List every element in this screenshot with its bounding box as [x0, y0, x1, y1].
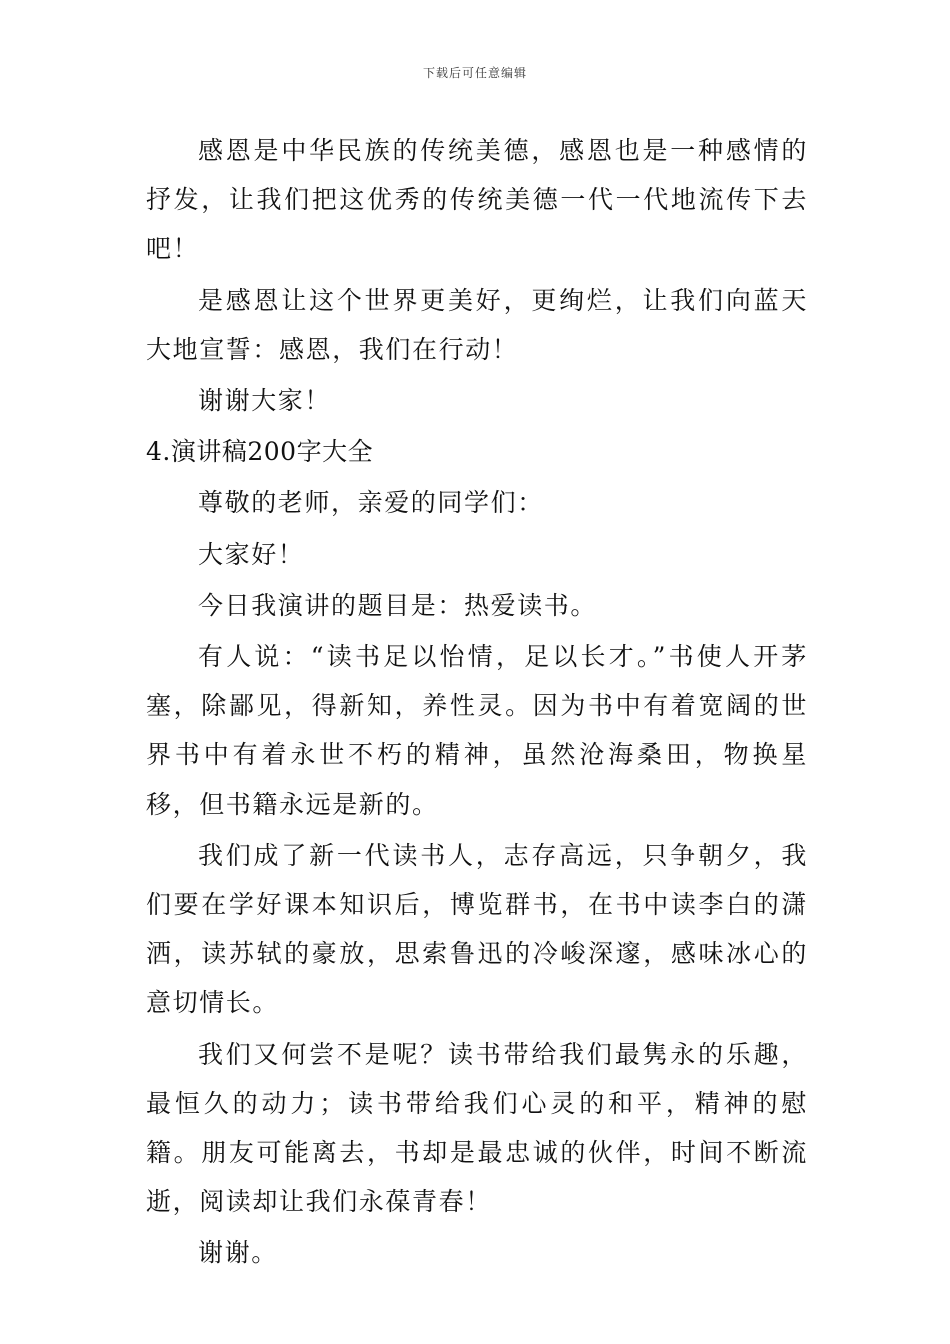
header-note: 下载后可任意编辑	[422, 66, 527, 80]
paragraph-joy-of-reading: 我们又何尝不是呢？读书带给我们最隽永的乐趣，最恒久的动力；读书带给我们心灵的和平，精神的慰籍。朋友可能离去，书却是最忠诚的伙伴，时间不断流逝，阅读却让我们永葆青春！	[146, 1039, 808, 1217]
section-heading: 4.演讲稿200字大全	[146, 437, 374, 467]
paragraph-greeting: 大家好！	[198, 539, 305, 569]
paragraph-closing: 谢谢。	[198, 1238, 278, 1268]
document-body	[146, 126, 808, 1280]
paragraph-gratitude-pledge: 是感恩让这个世界更美好，更绚烂，让我们向蓝天大地宣誓：感恩，我们在行动！	[146, 285, 808, 364]
paragraph-gratitude-virtue: 感恩是中华民族的传统美德，感恩也是一种感情的抒发，让我们把这优秀的传统美德一代一代地流传下去吧！	[146, 136, 808, 264]
paragraph-topic: 今日我演讲的题目是：热爱读书。	[198, 590, 598, 620]
paragraph-thanks-all: 谢谢大家！	[198, 386, 332, 416]
paragraph-new-readers: 我们成了新一代读书人，志存高远，只争朝夕，我们要在学好课本知识后，博览群书，在书中读李白的潇洒，读苏轼的豪放，思索鲁迅的冷峻深邃，感味冰心的意切情长。	[146, 840, 808, 1018]
paragraph-quote: 有人说：“读书足以怡情，足以长才。”书使人开茅塞，除鄙见，得新知，养性灵。因为书中有着宽阔的世界书中有着永世不朽的精神，虽然沧海桑田，物换星移，但书籍永远是新的。	[146, 642, 808, 819]
paragraph-salutation: 尊敬的老师，亲爱的同学们：	[198, 488, 544, 518]
